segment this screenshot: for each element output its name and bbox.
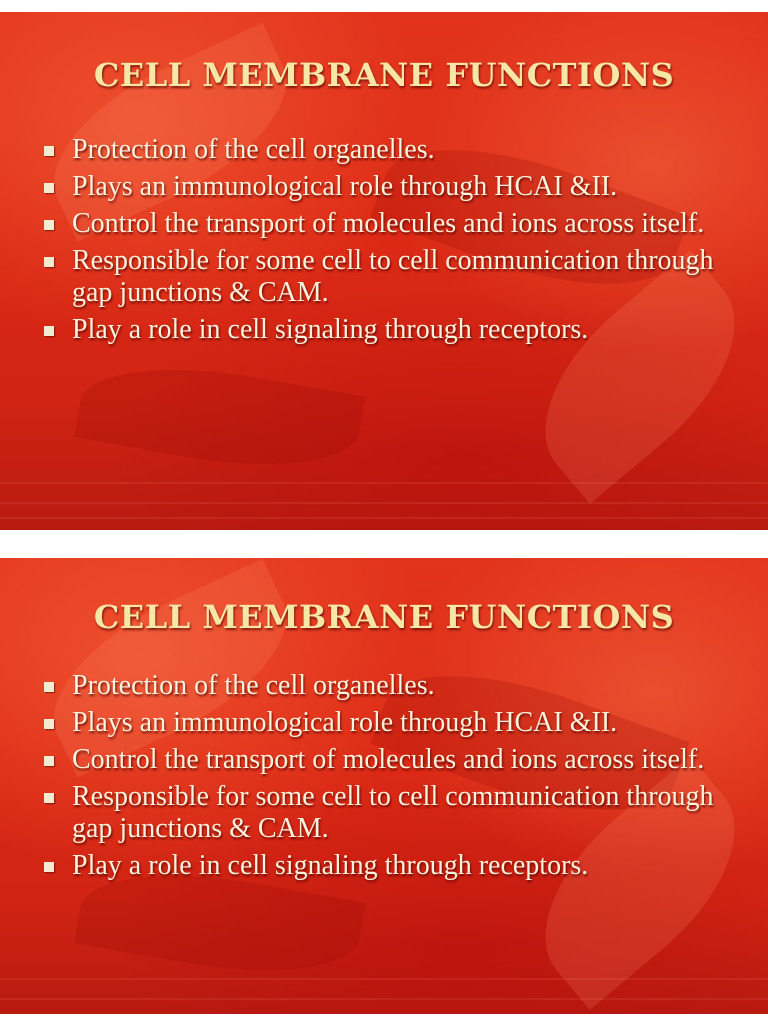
slide-1 bbox=[0, 12, 768, 530]
square-bullet-icon bbox=[44, 862, 54, 872]
background-stripe bbox=[0, 482, 768, 484]
bullet-item bbox=[40, 314, 728, 346]
bullet-item bbox=[40, 670, 728, 702]
background-stripe bbox=[0, 502, 768, 504]
square-bullet-icon bbox=[44, 682, 54, 692]
square-bullet-icon bbox=[44, 183, 54, 193]
bullet-text: Play a role in cell signaling through receptors. bbox=[72, 314, 589, 345]
bullet-item bbox=[40, 707, 728, 739]
background-stripe bbox=[0, 998, 768, 1000]
bullet-text: Protection of the cell organelles. bbox=[72, 134, 435, 165]
slide-2 bbox=[0, 558, 768, 1014]
bullet-item bbox=[40, 134, 728, 166]
square-bullet-icon bbox=[44, 756, 54, 766]
slide-title: CELL MEMBRANE FUNCTIONS bbox=[93, 598, 675, 636]
bullet-text: Plays an immunological role through HCAI &II. bbox=[72, 171, 618, 202]
bullet-item bbox=[40, 245, 728, 309]
bullet-item bbox=[40, 744, 728, 776]
bullet-item bbox=[40, 850, 728, 882]
bullet-text: Plays an immunological role through HCAI &II. bbox=[72, 707, 618, 738]
bullet-text: Responsible for some cell to cell communication through gap junctions & CAM. bbox=[72, 245, 714, 308]
bullet-item bbox=[40, 781, 728, 845]
bullet-text: Play a role in cell signaling through receptors. bbox=[72, 850, 589, 881]
square-bullet-icon bbox=[44, 326, 54, 336]
bullet-text: Protection of the cell organelles. bbox=[72, 670, 435, 701]
bullet-list bbox=[40, 670, 728, 887]
slide-title: CELL MEMBRANE FUNCTIONS bbox=[93, 56, 675, 94]
bullet-item bbox=[40, 208, 728, 240]
bullet-text: Control the transport of molecules and ions across itself. bbox=[72, 208, 705, 239]
square-bullet-icon bbox=[44, 719, 54, 729]
background-stripe bbox=[0, 517, 768, 519]
square-bullet-icon bbox=[44, 257, 54, 267]
background-stripe bbox=[0, 978, 768, 980]
bullet-list bbox=[40, 134, 728, 351]
bullet-text: Control the transport of molecules and ions across itself. bbox=[72, 744, 705, 775]
square-bullet-icon bbox=[44, 146, 54, 156]
square-bullet-icon bbox=[44, 220, 54, 230]
bullet-item bbox=[40, 171, 728, 203]
bullet-text: Responsible for some cell to cell communication through gap junctions & CAM. bbox=[72, 781, 714, 844]
square-bullet-icon bbox=[44, 793, 54, 803]
background-leaf bbox=[74, 348, 365, 485]
